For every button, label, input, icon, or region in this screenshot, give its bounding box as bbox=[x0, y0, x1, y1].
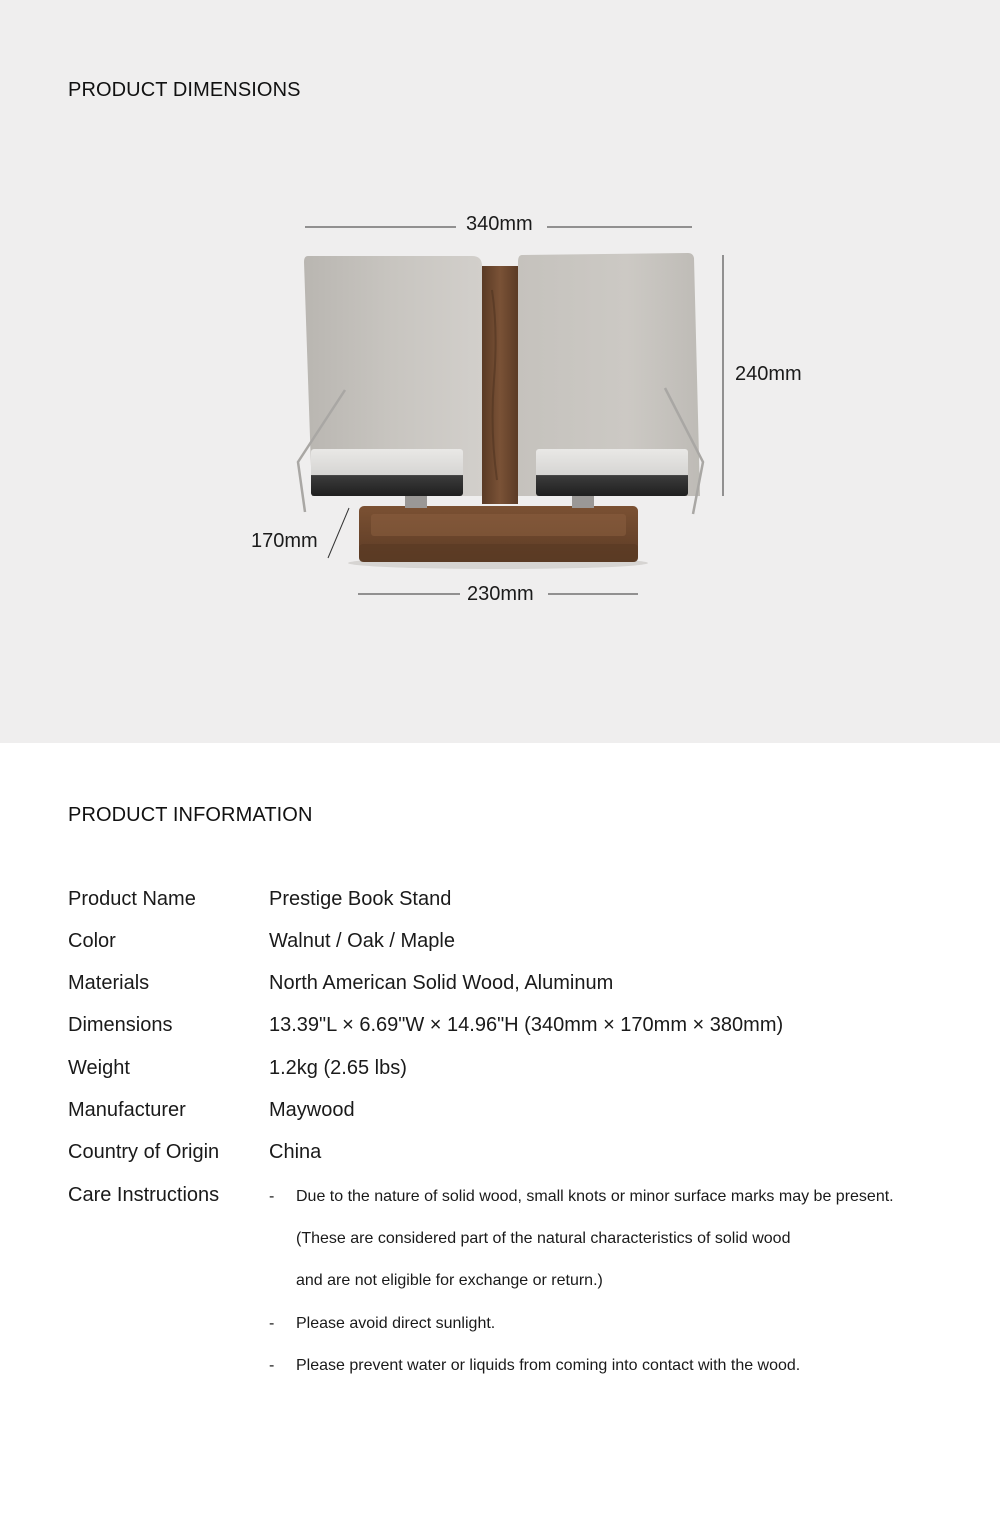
info-label: Weight bbox=[68, 1057, 130, 1079]
width-label: 340mm bbox=[466, 213, 533, 235]
info-label: Materials bbox=[68, 972, 150, 994]
care-item: Please prevent water or liquids from coming into contact with the wood. bbox=[296, 1357, 801, 1374]
info-label: Country of Origin bbox=[68, 1141, 220, 1163]
left-page-ledge bbox=[311, 449, 463, 496]
dimensions-section bbox=[0, 0, 1000, 743]
info-value: 1.2kg (2.65 lbs) bbox=[269, 1057, 407, 1079]
info-value: Maywood bbox=[269, 1099, 355, 1121]
info-row-product-name bbox=[68, 888, 968, 920]
depth-label: 170mm bbox=[251, 530, 318, 552]
info-value: 13.39"L × 6.69"W × 14.96"H (340mm × 170mm × 380mm) bbox=[269, 1014, 784, 1036]
wooden-spine bbox=[482, 266, 518, 504]
depth-dimension-line bbox=[328, 508, 349, 558]
bullet-dash: - bbox=[269, 1315, 275, 1332]
book-stand-illustration bbox=[0, 0, 1000, 743]
info-value: China bbox=[269, 1141, 322, 1163]
info-row-weight bbox=[68, 1057, 968, 1089]
info-value: Prestige Book Stand bbox=[269, 888, 452, 910]
care-item: and are not eligible for exchange or return.) bbox=[296, 1272, 603, 1289]
info-label: Color bbox=[68, 930, 116, 952]
info-row-country-of-origin bbox=[68, 1141, 968, 1173]
info-row-color bbox=[68, 930, 968, 962]
bullet-dash: - bbox=[269, 1357, 275, 1374]
right-page-ledge bbox=[536, 449, 688, 496]
info-label: Manufacturer bbox=[68, 1099, 186, 1121]
care-item: Please avoid direct sunlight. bbox=[296, 1315, 496, 1332]
info-label: Dimensions bbox=[68, 1014, 173, 1036]
bullet-dash: - bbox=[269, 1188, 275, 1205]
care-item: (These are considered part of the natural characteristics of solid wood bbox=[296, 1230, 791, 1247]
base-width-label: 230mm bbox=[467, 583, 534, 605]
info-value: Walnut / Oak / Maple bbox=[269, 930, 455, 952]
height-label: 240mm bbox=[735, 363, 802, 385]
information-section bbox=[0, 743, 1000, 1532]
dimensions-title: PRODUCT DIMENSIONS bbox=[68, 79, 301, 101]
info-value: North American Solid Wood, Aluminum bbox=[269, 972, 614, 994]
info-row-materials bbox=[68, 972, 968, 1004]
info-row-manufacturer bbox=[68, 1099, 968, 1131]
care-item: Due to the nature of solid wood, small knots or minor surface marks may be present. bbox=[296, 1188, 894, 1205]
info-label: Care Instructions bbox=[68, 1184, 220, 1206]
information-title: PRODUCT INFORMATION bbox=[68, 804, 313, 826]
info-label: Product Name bbox=[68, 888, 196, 910]
info-row-dimensions bbox=[68, 1014, 968, 1046]
